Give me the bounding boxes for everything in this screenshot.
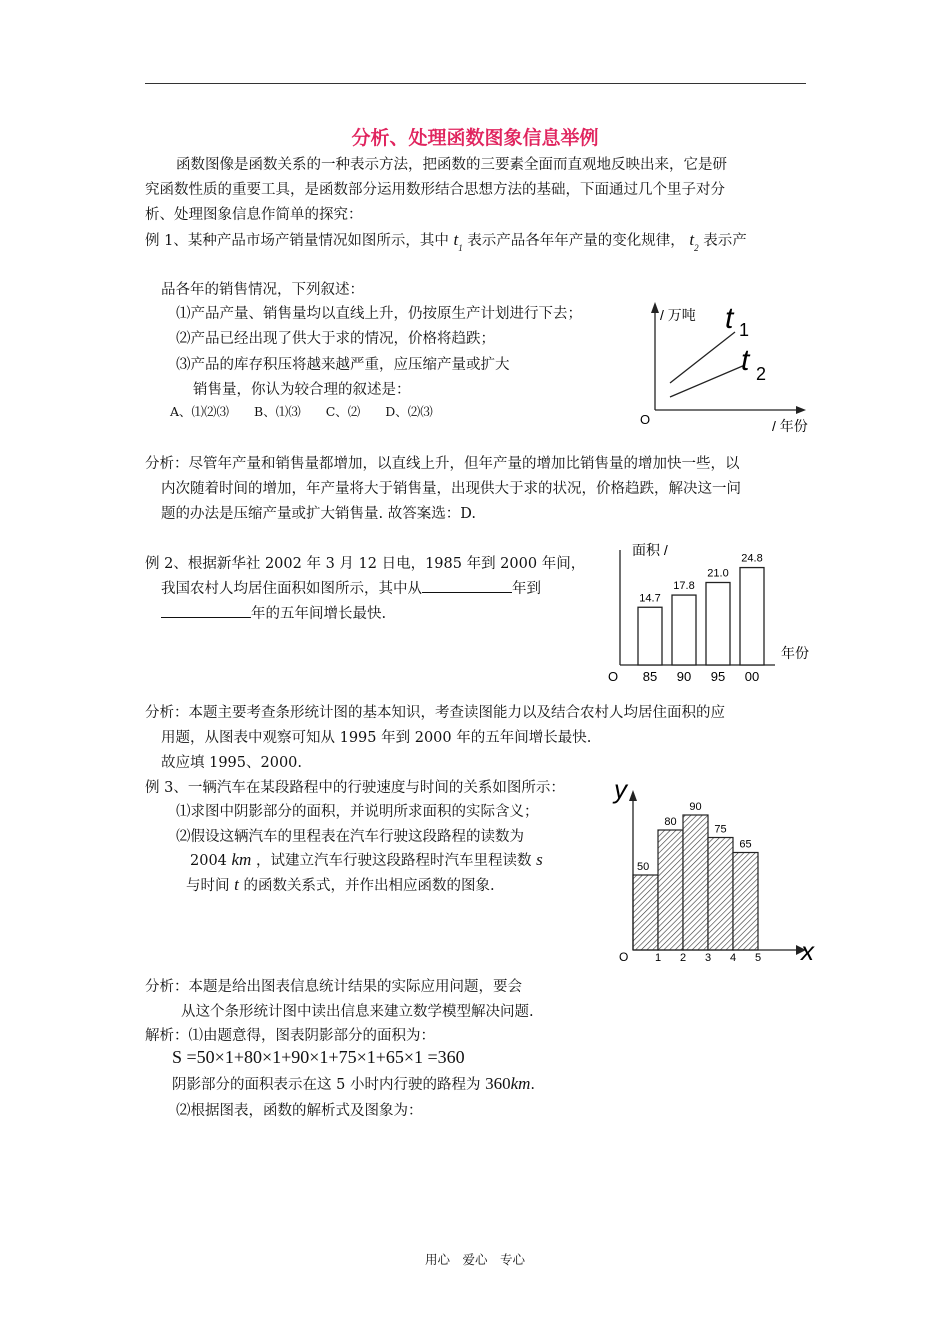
ex2-question-line-1: 例 2、根据新华社 2002 年 3 月 12 日电，1985 年到 2000 年间， bbox=[145, 556, 586, 572]
ex3-chart bbox=[600, 770, 830, 970]
ex3-x-tick-label: 3 bbox=[704, 952, 712, 964]
ex3-x-tick-label: 5 bbox=[754, 952, 762, 964]
ex2-chart bbox=[600, 535, 830, 685]
ex3-solution-line-4: ⑵根据图表，函数的解析式及图象为： bbox=[176, 1103, 423, 1119]
ex3-x-tick-label: 2 bbox=[679, 952, 687, 964]
ex1-text-c: 表示产 bbox=[703, 233, 747, 249]
ex1-question-line-1 bbox=[145, 229, 747, 253]
intro-line-3: 析、处理图象信息作简单的探究： bbox=[145, 207, 363, 223]
ex1-x-arrow-icon bbox=[796, 406, 806, 414]
ex3-bar bbox=[708, 838, 733, 951]
ex2-bar-value-label: 17.8 bbox=[673, 580, 695, 593]
ex2-question-line-3: 年的五年间增长最快. bbox=[161, 602, 386, 623]
ex2-bar bbox=[740, 568, 764, 665]
ex2-analysis-3: 故应填 1995、2000. bbox=[161, 755, 303, 771]
header-rule bbox=[145, 83, 806, 84]
ex1-item-3: ⑶产品的库存积压将越来越严重，应压缩产量或扩大 bbox=[176, 357, 510, 373]
ex2-bar-value-label: 24.8 bbox=[741, 552, 763, 565]
ex3-bar bbox=[633, 875, 658, 950]
ex3-question-line-5: 与时间 t 的函数关系式，并作出相应函数的图象. bbox=[186, 875, 495, 894]
ex2-x-tick-label: 90 bbox=[676, 669, 692, 684]
ex1-var-t1: $t_1$ bbox=[453, 230, 463, 253]
ex3-y-label: y bbox=[614, 774, 627, 804]
ex1-options: A、⑴⑵⑶ B、⑴⑶ C、⑵ D、⑵⑶ bbox=[170, 404, 433, 419]
ex2-analysis-2: 用题，从图表中观察可知从 1995 年到 2000 年的五年间增长最快. bbox=[161, 730, 592, 746]
intro-line-1: 函数图像是函数关系的一种表示方法，把函数的三要素全面而直观地反映出来，它是研 bbox=[176, 157, 727, 173]
ex1-item-2: ⑵产品已经出现了供大于求的情况，价格将趋跌； bbox=[176, 331, 495, 347]
ex2-bar bbox=[672, 595, 696, 665]
ex2-x-label: 年份 bbox=[781, 645, 809, 661]
ex1-analysis-3: 题的办法是压缩产量或扩大销售量. 故答案选：D. bbox=[161, 506, 476, 522]
ex3-y-arrow-icon bbox=[629, 790, 637, 801]
page-footer: 用心 爱心 专心 bbox=[424, 1252, 525, 1267]
ex3-x-label: x bbox=[801, 936, 814, 966]
ex1-text-b: 表示产品各年年产量的变化规律， bbox=[467, 233, 685, 249]
ex1-x-label: / 年份 bbox=[772, 418, 808, 434]
ex3-origin-label: O bbox=[619, 950, 629, 964]
ex2-answer-blank-1[interactable] bbox=[422, 578, 512, 593]
ex3-bar bbox=[683, 815, 708, 950]
ex3-bar-value-label: 80 bbox=[664, 816, 677, 828]
ex3-bar-value-label: 65 bbox=[739, 838, 752, 851]
ex3-x-tick-label: 1 bbox=[654, 952, 662, 964]
ex3-x-tick-label: 4 bbox=[729, 952, 737, 964]
intro-line-2: 究函数性质的重要工具，是函数部分运用数形结合思想方法的基础，下面通过几个里子对分 bbox=[145, 182, 725, 198]
ex3-question-line-3: ⑵假设这辆汽车的里程表在汽车行驶这段路程的读数为 bbox=[176, 829, 524, 845]
ex2-x-tick-label: 00 bbox=[744, 669, 760, 684]
ex1-label-t2: t bbox=[741, 344, 750, 377]
page-title: 分析、处理函数图象信息举例 bbox=[351, 127, 599, 149]
ex2-bar bbox=[706, 583, 730, 666]
ex1-origin-label: O bbox=[640, 412, 651, 427]
ex2-x-tick-label: 95 bbox=[710, 669, 726, 684]
ex3-bar-value-label: 75 bbox=[714, 823, 727, 836]
ex1-label-t1-sub: 1 bbox=[739, 320, 750, 340]
ex1-analysis-2: 内次随着时间的增加，年产量将大于销售量，出现供大于求的状况，价格趋跌，解决这一问 bbox=[161, 481, 741, 497]
ex1-line-t2 bbox=[670, 365, 745, 397]
ex3-var-s: s bbox=[536, 850, 543, 869]
ex1-var-t2: $t_2$ bbox=[689, 230, 699, 253]
ex2-origin-label: O bbox=[608, 669, 619, 684]
ex3-bar-value-label: 50 bbox=[637, 861, 650, 873]
ex2-question-line-2: 我国农村人均居住面积如图所示，其中从 年到 bbox=[161, 577, 541, 598]
ex1-analysis-1: 分析：尽管年产量和销售量都增加，以直线上升，但年产量的增加比销售量的增加快一些，以 bbox=[145, 456, 740, 472]
ex2-bar-value-label: 21.0 bbox=[707, 567, 729, 580]
ex1-text-a: 例 1、某种产品市场产销量情况如图所示，其中 bbox=[145, 233, 449, 249]
ex1-y-label: / 万吨 bbox=[660, 307, 696, 323]
ex3-analysis-1: 分析：本题是给出图表信息统计结果的实际应用问题，要会 bbox=[145, 979, 522, 995]
ex2-bar bbox=[638, 607, 662, 665]
ex3-solution-line-3: 阴影部分的面积表示在这 5 小时内行驶的路程为 360km. bbox=[172, 1074, 535, 1093]
ex3-bar bbox=[658, 830, 683, 950]
ex3-question-line-2: ⑴求图中阴影部分的面积，并说明所求面积的实际含义； bbox=[176, 804, 539, 820]
ex1-label-t1: t bbox=[725, 302, 734, 335]
ex3-question-line-4: 2004 km ，试建立汽车行驶这段路程时汽车里程读数 s bbox=[190, 850, 543, 869]
ex2-y-label: 面积 / bbox=[632, 542, 668, 558]
ex3-solution-head: 解析：⑴由题意得，图表阴影部分的面积为： bbox=[145, 1028, 435, 1044]
ex1-item-4: 销售量，你认为较合理的叙述是： bbox=[193, 382, 411, 398]
ex3-var-t: t bbox=[234, 875, 239, 894]
ex1-item-1: ⑴产品产量、销售量均以直线上升，仍按原生产计划进行下去； bbox=[176, 306, 582, 322]
ex3-question-line-1: 例 3、一辆汽车在某段路程中的行驶速度与时间的关系如图所示： bbox=[145, 780, 565, 796]
ex2-answer-blank-2[interactable] bbox=[161, 603, 251, 618]
ex3-formula: S =50×1+80×1+90×1+75×1+65×1 =360 bbox=[172, 1047, 465, 1067]
ex3-bar-value-label: 90 bbox=[689, 801, 702, 813]
ex2-bar-value-label: 14.7 bbox=[639, 592, 661, 605]
ex2-x-tick-label: 85 bbox=[642, 669, 658, 684]
ex3-unit-km: km bbox=[231, 850, 252, 869]
ex3-bar bbox=[733, 853, 758, 951]
ex1-question-line-2: 品各年的销售情况，下列叙述： bbox=[161, 282, 364, 298]
ex1-line-t1 bbox=[670, 332, 735, 383]
ex2-analysis-1: 分析：本题主要考查条形统计图的基本知识，考查读图能力以及结合农村人均居住面积的应 bbox=[145, 705, 725, 721]
ex1-chart bbox=[620, 290, 830, 440]
ex1-y-arrow-icon bbox=[651, 302, 659, 313]
ex1-label-t2-sub: 2 bbox=[756, 364, 767, 384]
ex3-analysis-2: 从这个条形统计图中读出信息来建立数学模型解决问题. bbox=[181, 1004, 534, 1020]
